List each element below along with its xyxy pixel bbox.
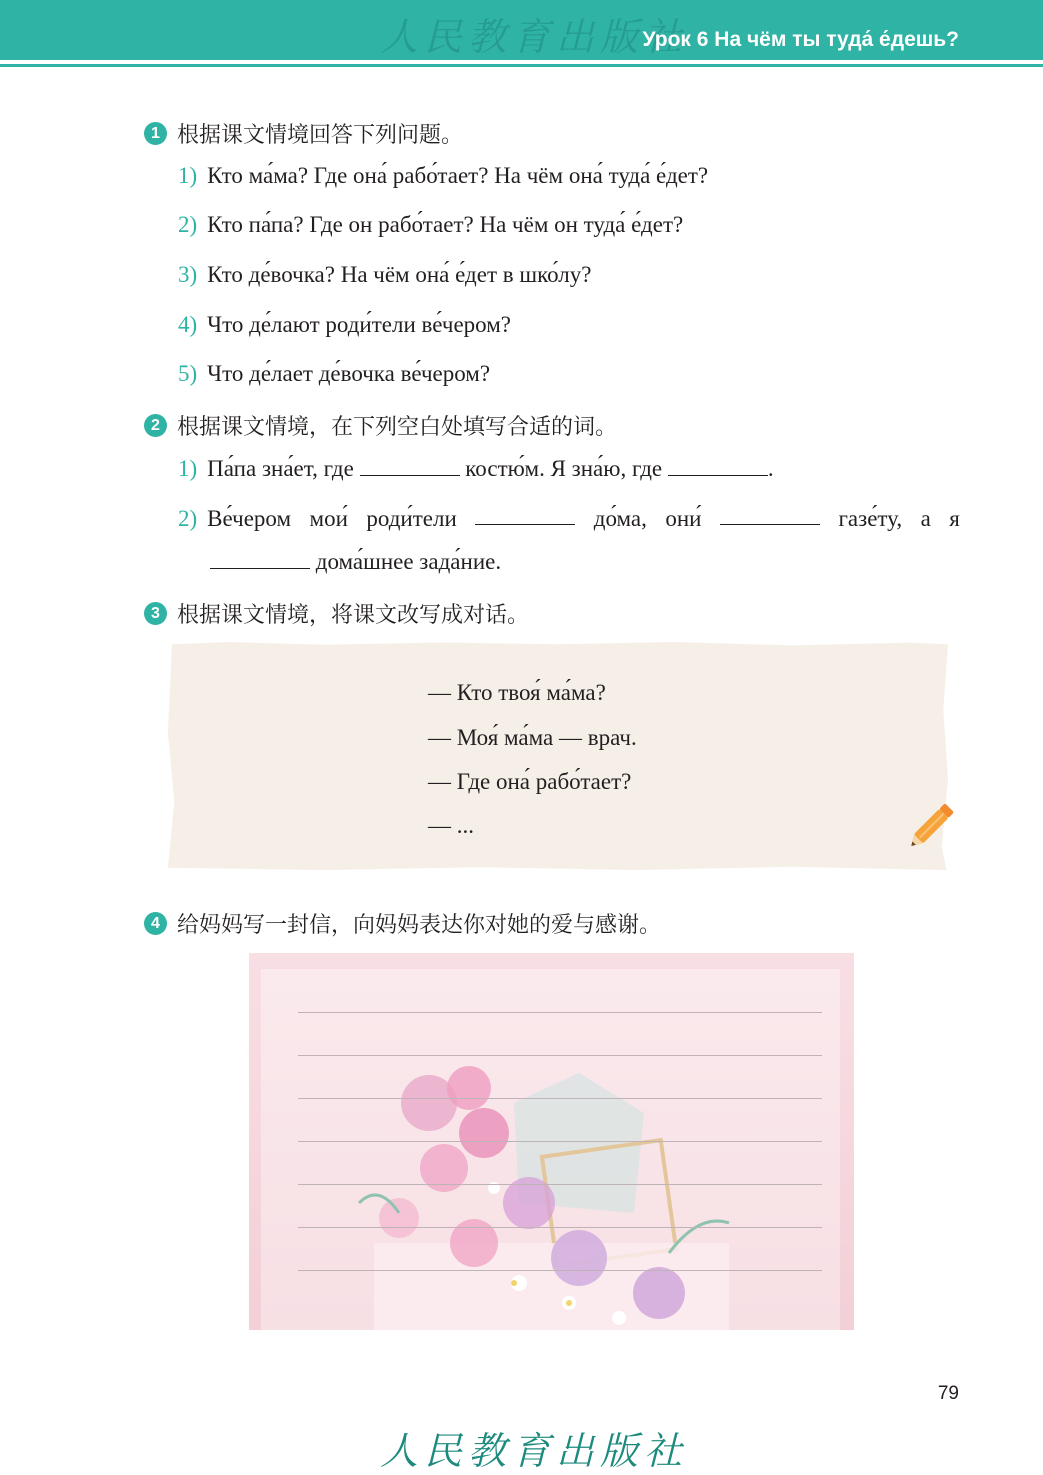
- dialog-line: — ...: [428, 813, 474, 838]
- page-header: [0, 0, 1043, 60]
- exercise-instruction: 根据课文情境回答下列问题。: [177, 123, 464, 148]
- page-number: 79: [937, 1383, 959, 1404]
- item-text: Кто ма́ма? Где она́ рабо́тает? На чём она́ туда́ е́дет?: [207, 163, 709, 188]
- writing-line: [298, 1141, 822, 1142]
- question-item: [178, 312, 511, 338]
- item-text: костю́м. Я зна́ю, где: [465, 456, 663, 481]
- exercise-number-badge: 4: [144, 912, 167, 935]
- question-item: [178, 163, 708, 189]
- item-word: мои́: [309, 506, 348, 531]
- item-text: .: [767, 456, 774, 481]
- exercise-number-badge: 3: [144, 602, 167, 625]
- writing-line: [298, 1055, 822, 1056]
- exercise-instruction: 根据课文情境，将课文改写成对话。: [177, 603, 530, 628]
- item-word: газе́ту,: [838, 506, 903, 531]
- item-lead: [178, 506, 291, 532]
- item-number: 4): [178, 312, 198, 337]
- item-word: я: [949, 506, 960, 531]
- item-number: 1): [178, 163, 198, 188]
- exercise-1-heading: [144, 118, 463, 149]
- writing-line: [298, 1270, 822, 1271]
- dialog-line: — Кто твоя́ ма́ма?: [428, 680, 606, 705]
- writing-line: [298, 1227, 822, 1228]
- answer-blank[interactable]: [720, 506, 820, 525]
- answer-blank[interactable]: [210, 550, 310, 569]
- item-word: Ве́чером: [207, 506, 292, 531]
- question-item: [178, 361, 490, 387]
- exercise-4-heading: [144, 908, 661, 939]
- item-text: Кто па́па? Где он рабо́тает? На чём он туда́ е́дет?: [207, 212, 684, 237]
- item-text: Па́па зна́ет, где: [207, 456, 354, 481]
- header-divider: [0, 64, 1043, 67]
- question-item: [178, 262, 591, 288]
- exercise-2-heading: [144, 410, 617, 441]
- exercise-instruction: 给妈妈写一封信，向妈妈表达你对她的爱与感谢。: [177, 913, 662, 938]
- fill-blank-item: [178, 456, 774, 482]
- dialog-line: — Где она́ рабо́тает?: [428, 769, 632, 794]
- item-text: дома́шнее зада́ние.: [315, 549, 502, 574]
- question-item: [178, 212, 683, 238]
- item-word: а: [920, 506, 931, 531]
- item-text: Что де́лает де́вочка ве́чером?: [207, 361, 491, 386]
- dialog-line: — Моя́ ма́ма — врач.: [428, 725, 637, 750]
- item-number: 5): [178, 361, 198, 386]
- item-number: 2): [178, 506, 198, 531]
- item-word: роди́тели: [366, 506, 457, 531]
- writing-line: [298, 1012, 822, 1013]
- answer-blank[interactable]: [360, 457, 460, 476]
- answer-blank[interactable]: [668, 457, 768, 476]
- footer-publisher-logo: 人民教育出版社: [380, 1429, 689, 1473]
- writing-line: [298, 1098, 822, 1099]
- fill-blank-item-continuation: [210, 549, 501, 575]
- lesson-title: Урок 6 На чём ты туда́ е́дешь?: [642, 28, 959, 51]
- exercise-number-badge: 1: [144, 122, 167, 145]
- fill-blank-item: [178, 506, 960, 532]
- item-number: 2): [178, 212, 198, 237]
- pencil-icon: [908, 796, 962, 850]
- item-number: 1): [178, 456, 198, 481]
- exercise-number-badge: 2: [144, 414, 167, 437]
- item-word: до́ма,: [593, 506, 647, 531]
- item-number: 3): [178, 262, 198, 287]
- item-word: они́: [665, 506, 702, 531]
- item-text: Что де́лают роди́тели ве́чером?: [207, 312, 512, 337]
- item-text: Кто де́вочка? На чём она́ е́дет в шко́лу?: [207, 262, 592, 287]
- dialog-note: [168, 642, 948, 870]
- writing-line: [298, 1184, 822, 1185]
- exercise-3-heading: [144, 598, 529, 629]
- exercise-instruction: 根据课文情境，在下列空白处填写合适的词。: [177, 415, 618, 440]
- publisher-logo: 人民教育出版社: [380, 15, 689, 59]
- answer-blank[interactable]: [475, 506, 575, 525]
